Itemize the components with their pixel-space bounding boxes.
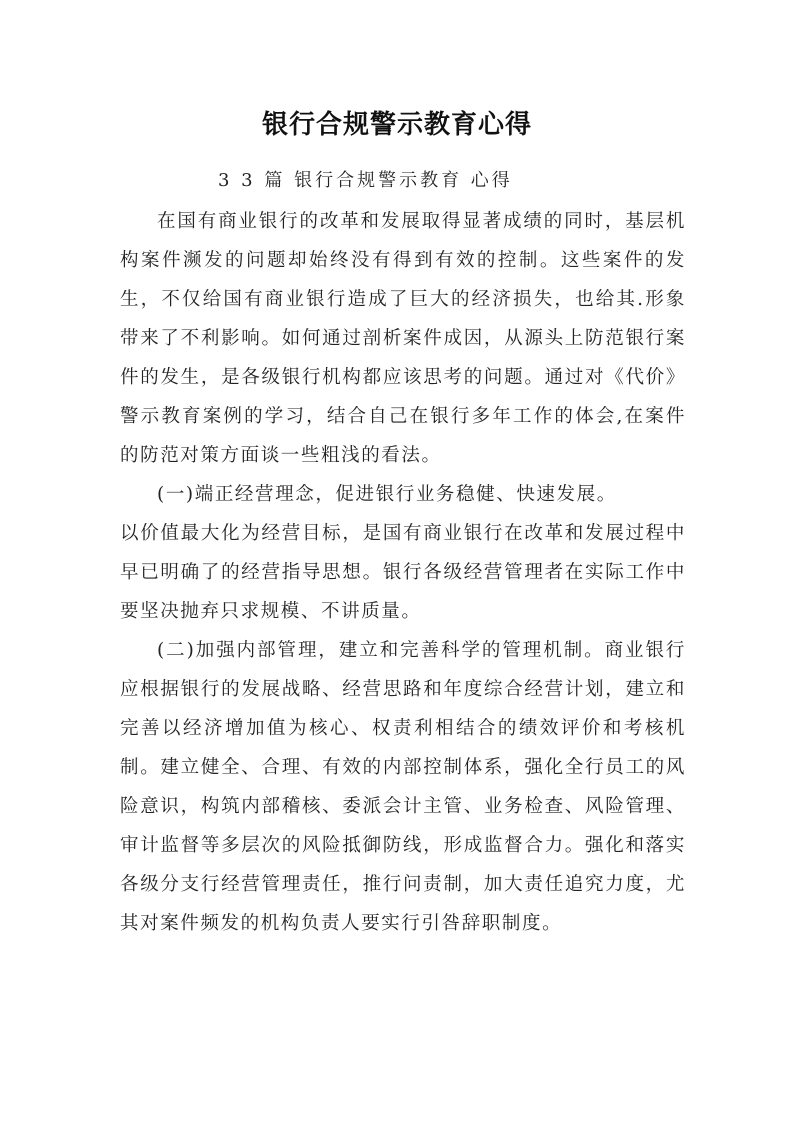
- document-body: [120, 202, 686, 943]
- paragraph-heading-1: (一)端正经营理念，促进银行业务稳健、快速发展。: [157, 484, 617, 505]
- document-title: 银行合规警示教育心得: [261, 110, 532, 140]
- document-subtitle: 3 3 篇 银行合规警示教育 心得: [218, 170, 513, 191]
- paragraph-section-2: (二)加强内部管理，建立和完善科学的管理机制。商业银行应根据银行的发展战略、经营思路和年度综合经营计划，建立和完善以经济增加值为核心、权责利相结合的绩效评价和考核机制。建立健全、合理、有效的内部控制体系，强化全行员工的风险意识，构筑内部稽核、委派会计主管、业务检查、风险管理、审计监督等多层次的风险抵御防线，形成监督合力。强化和落实各级分支行经营管理责任，推行问责制，加大责任追究力度，尤其对案件频发的机构负责人要实行引咎辞职制度。: [120, 640, 686, 934]
- paragraph-section-1: 以价值最大化为经营目标，是国有商业银行在改革和发展过程中早已明确了的经营指导思想。银行各级经营管理者在实际工作中要坚决抛弃只求规模、不讲质量。: [120, 523, 686, 622]
- paragraph-intro: 在国有商业银行的改革和发展取得显著成绩的同时，基层机构案件濒发的问题却始终没有得到有效的控制。这些案件的发生，不仅给国有商业银行造成了巨大的经济损失，也给其.形象带来了不利影响。如何通过剖析案件成因，从源头上防范银行案件的发生，是各级银行机构都应该思考的问题。通过对《代价》警示教育案例的学习，结合自己在银行多年工作的体会,在案件的防范对策方面谈一些粗浅的看法。: [120, 211, 686, 466]
